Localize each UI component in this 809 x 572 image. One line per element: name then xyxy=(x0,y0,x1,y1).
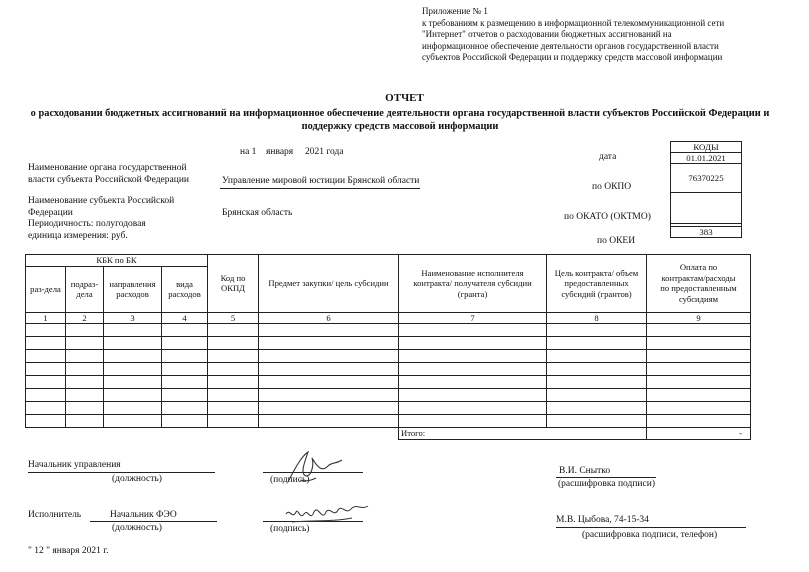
appendix-line: Приложение № 1 xyxy=(422,6,488,16)
column-number: 4 xyxy=(162,312,208,324)
head-label: Начальник управления xyxy=(28,460,121,470)
col-podrazdela: подраз- дела xyxy=(66,266,104,312)
codes-date-value: 01.01.2021 xyxy=(671,153,742,164)
col-vida: вида расходов xyxy=(162,266,208,312)
subject-label xyxy=(28,196,174,242)
col-razdela: раз-дела xyxy=(26,266,66,312)
org-label xyxy=(28,163,189,186)
sign-date: " 12 " января 2021 г. xyxy=(28,546,109,556)
codes-okei-label: по ОКЕИ xyxy=(597,236,636,246)
appendix-line: субъектов Российской Федерации и поддержку средств массовой информации xyxy=(422,52,723,63)
report-date-month: января xyxy=(266,147,294,157)
executor-name-caption: (расшифровка подписи, телефон) xyxy=(582,530,718,540)
total-value: - xyxy=(647,428,751,440)
head-sign-caption: (подпись) xyxy=(270,475,310,485)
column-number: 3 xyxy=(104,312,162,324)
total-label: Итого: xyxy=(399,428,647,440)
table-row xyxy=(26,324,751,337)
head-name: В.И. Снытко xyxy=(559,466,611,476)
report-date-year: 2021 года xyxy=(305,147,344,157)
head-name-caption: (расшифровка подписи) xyxy=(558,479,655,489)
subject-label-line: Федерации xyxy=(28,207,73,218)
column-number: 5 xyxy=(208,312,259,324)
head-position-line xyxy=(28,472,215,473)
codes-table xyxy=(670,141,742,238)
col-cel: Цель контракта/ объем предоставленных субсидий (грантов) xyxy=(547,255,647,313)
report-table xyxy=(25,254,751,440)
org-value: Управление мировой юстиции Брянской области xyxy=(222,176,420,186)
executor-position-line xyxy=(90,521,217,522)
column-number: 7 xyxy=(399,312,547,324)
total-row xyxy=(26,428,751,440)
executor-name: М.В. Цыбова, 74-15-34 xyxy=(556,515,649,525)
head-name-line xyxy=(556,477,656,478)
codes-okei-value: 383 xyxy=(671,227,742,238)
executor-position-caption: (должность) xyxy=(112,523,162,533)
column-number: 8 xyxy=(547,312,647,324)
col-okpd: Код по ОКПД xyxy=(208,255,259,313)
appendix-line: к требованиям к размещению в информационной телекоммуникационной сети xyxy=(422,17,725,28)
executor-label: Исполнитель xyxy=(28,510,82,520)
executor-name-line xyxy=(556,527,746,528)
subject-label-line: Наименование субъекта Российской xyxy=(28,196,175,206)
report-subtitle: о расходовании бюджетных ассигнований на информационное обеспечение деятельности органа государственной власти субъектов Российской Федерации и поддержку средств массовой информации xyxy=(30,108,770,132)
codes-okato-value xyxy=(671,193,742,224)
col-predmet: Предмет закупки/ цель субсидии xyxy=(259,255,399,313)
appendix-block xyxy=(422,6,724,64)
report-date-prefix: на 1 xyxy=(240,147,257,157)
codes-okpo-label: по ОКПО xyxy=(592,182,632,192)
table-row xyxy=(26,376,751,389)
executor-sign-caption: (подпись) xyxy=(270,524,310,534)
codes-date-label: дата xyxy=(599,152,617,162)
col-ispolnitel: Наименование исполнителя контракта/ получателя субсидии (гранта) xyxy=(399,255,547,313)
table-row xyxy=(26,402,751,415)
kbk-header: КБК по БК xyxy=(26,255,208,267)
column-number: 1 xyxy=(26,312,66,324)
head-signature-image xyxy=(282,446,352,488)
head-position-caption: (должность) xyxy=(112,474,162,484)
table-row xyxy=(26,389,751,402)
col-oplata: Оплата по контрактам/расходы по предоставленным субсидиям xyxy=(647,255,751,313)
table-row xyxy=(26,415,751,428)
codes-header: КОДЫ xyxy=(671,142,742,153)
codes-okato-label: по ОКАТО (ОКТМО) xyxy=(564,212,651,222)
period-label: Периодичность: полугодовая xyxy=(28,219,146,229)
appendix-line: "Интернет" отчетов о расходовании бюджетных ассигнований на xyxy=(422,29,672,40)
column-number: 9 xyxy=(647,312,751,324)
org-label-line: власти субъекта Российской Федерации xyxy=(28,174,189,185)
table-row xyxy=(26,337,751,350)
table-row xyxy=(26,350,751,363)
subject-value: Брянская область xyxy=(222,208,293,218)
org-label-line: Наименование органа государственной xyxy=(28,163,187,173)
executor-signature-image xyxy=(282,500,372,530)
report-title: ОТЧЕТ xyxy=(385,92,424,104)
table-row xyxy=(26,363,751,376)
appendix-line: информационное обеспечение деятельности органов государственной власти xyxy=(422,40,719,51)
col-napravleniya: направления расходов xyxy=(104,266,162,312)
unit-label: единица измерения: руб. xyxy=(28,230,128,241)
column-numbers-row xyxy=(26,312,751,324)
column-number: 6 xyxy=(259,312,399,324)
codes-okpo-value: 76370225 xyxy=(671,164,742,193)
org-value-underline xyxy=(220,188,420,189)
column-number: 2 xyxy=(66,312,104,324)
executor-position: Начальник ФЭО xyxy=(110,510,177,520)
